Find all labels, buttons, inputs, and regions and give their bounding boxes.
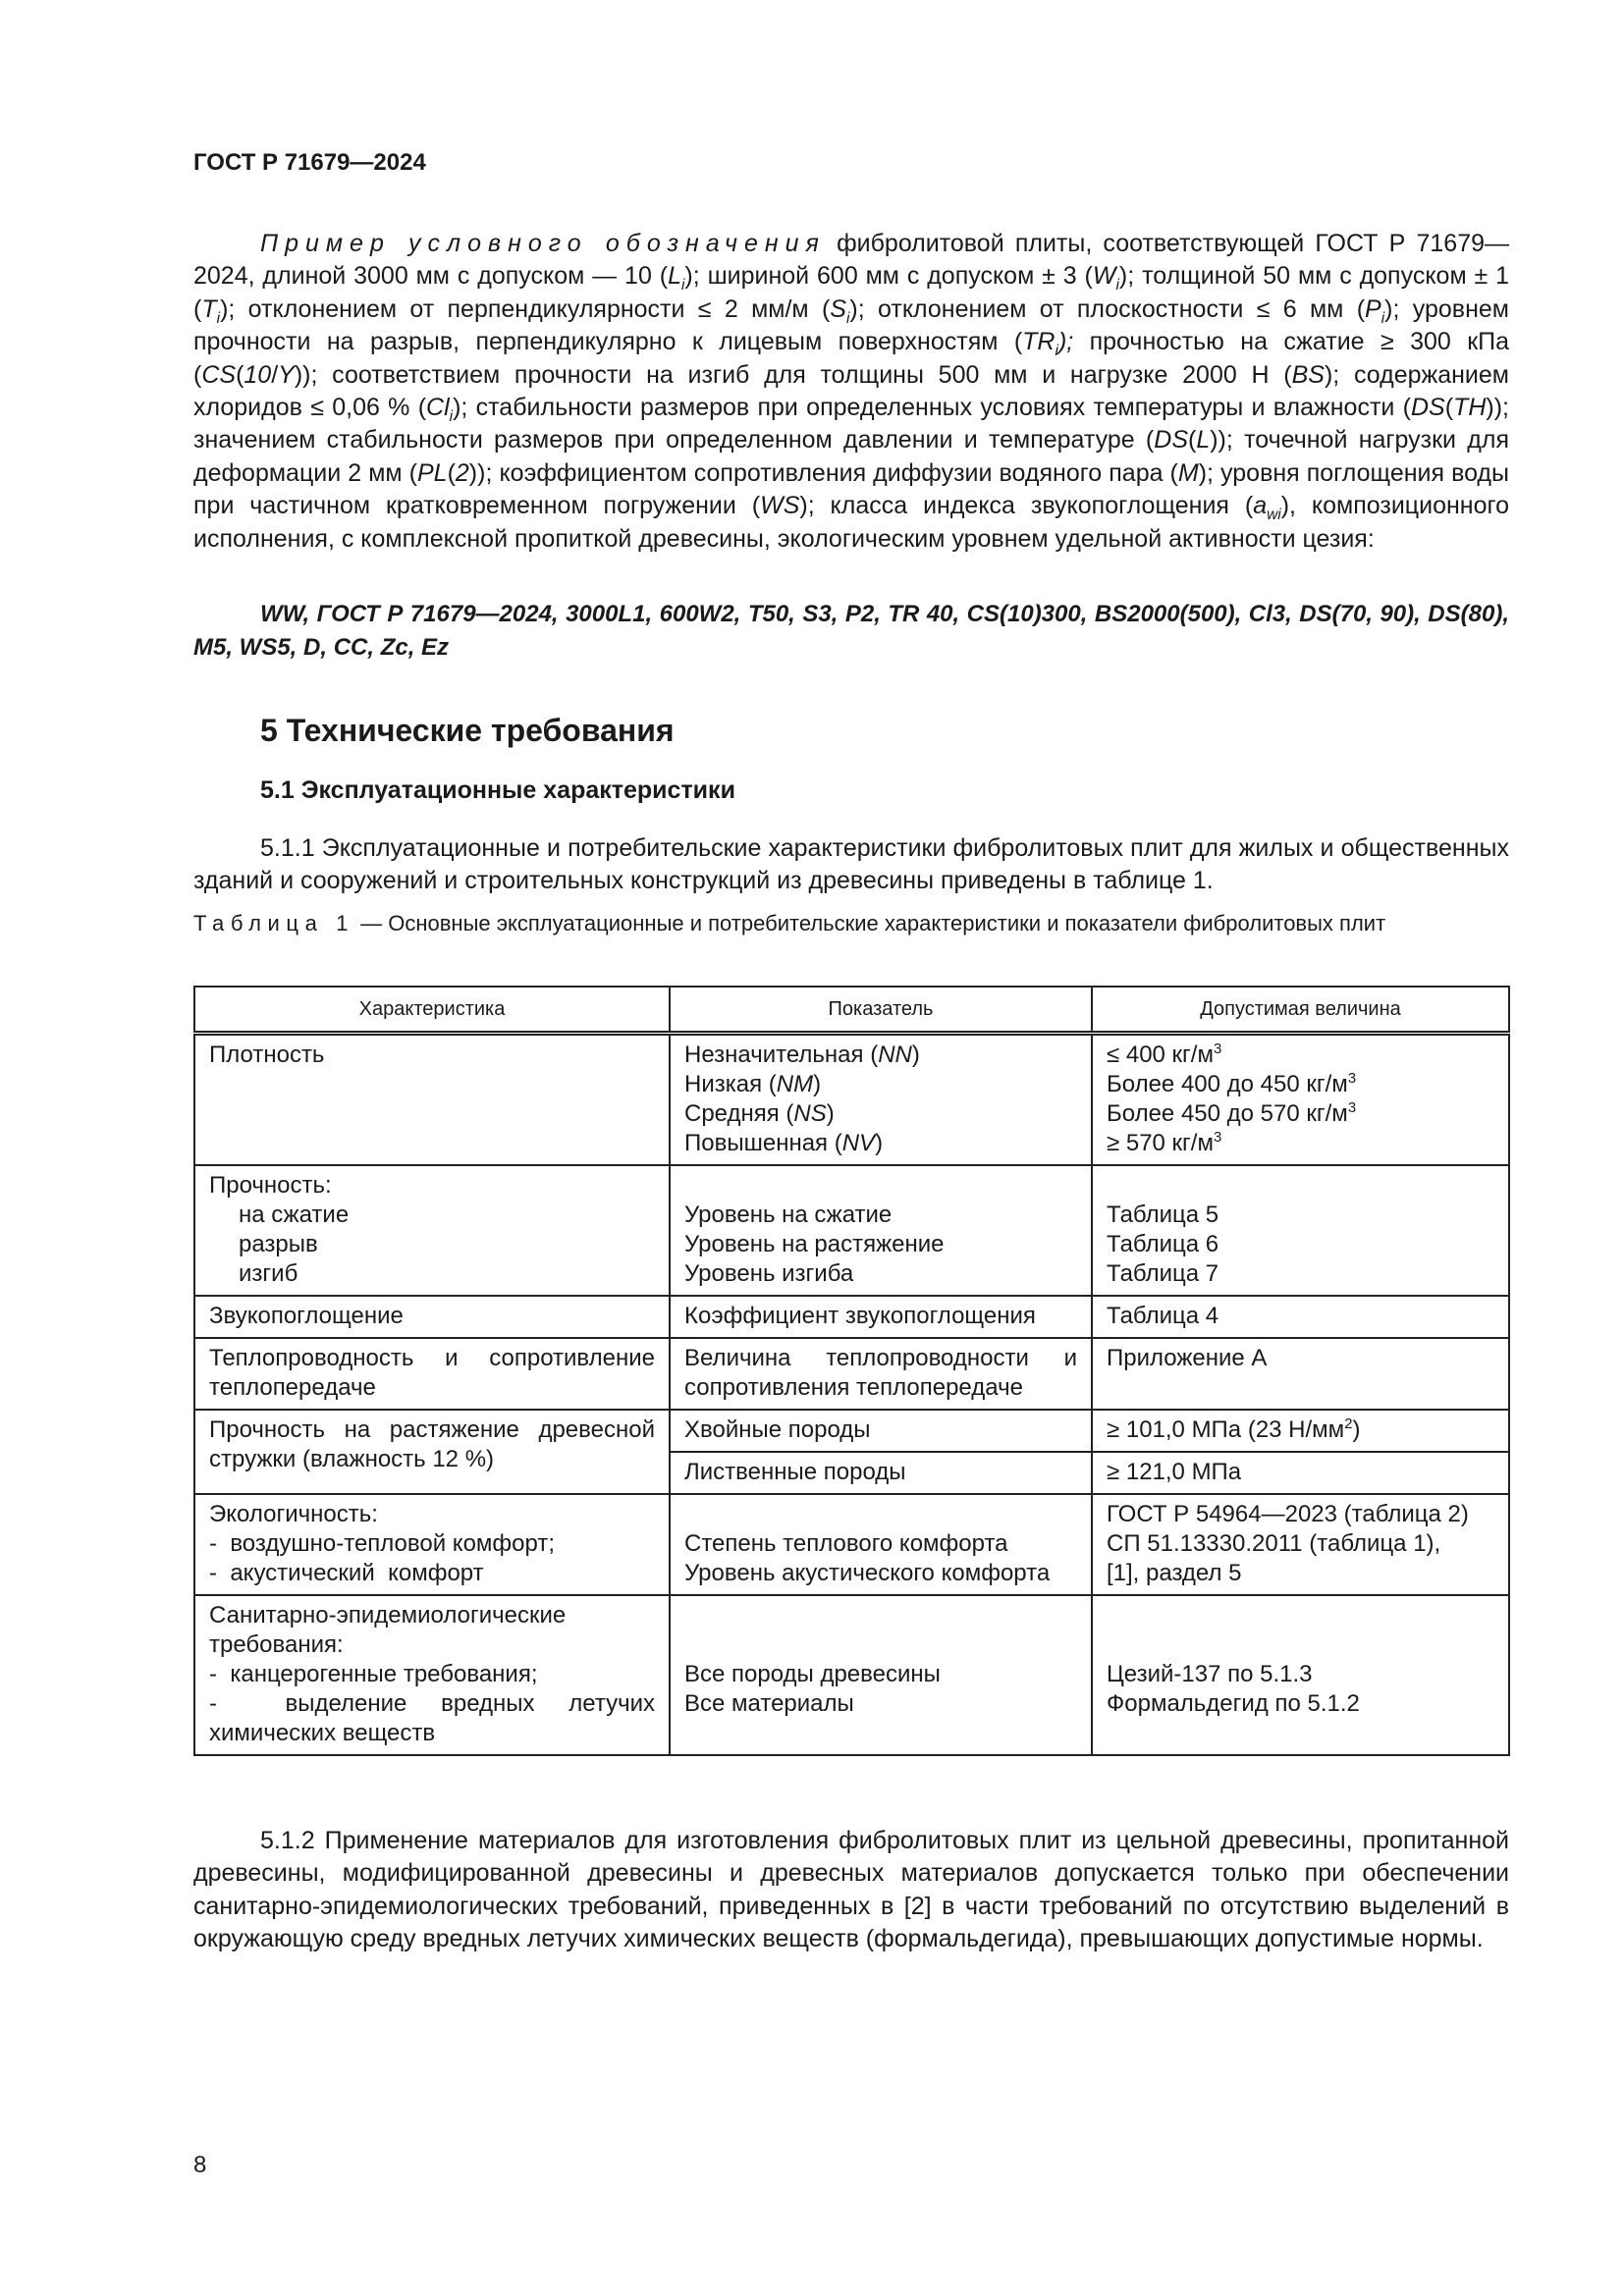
cell-indicator: Коэффициент звукопоглощения <box>670 1296 1092 1338</box>
table-row <box>194 1034 1509 1166</box>
paragraph-5-1-1: 5.1.1 Эксплуатационные и потребительские характеристики фибролитовых плит для жилых и общественных зданий и сооружений и строительных конструкций из древесины приведены в таблице 1. <box>193 834 1509 895</box>
table-row <box>194 1410 1509 1452</box>
table-row <box>194 1494 1509 1595</box>
cell-characteristic: Прочность: на сжатие разрыв изгиб <box>194 1165 670 1296</box>
cell-indicator: Все породы древесины Все материалы <box>670 1595 1092 1755</box>
table-caption <box>193 909 1509 938</box>
cell-value: ГОСТ Р 54964—2023 (таблица 2) СП 51.13330.2011 (таблица 1), [1], раздел 5 <box>1092 1494 1509 1595</box>
header-indicator: Показатель <box>670 987 1092 1034</box>
cell-indicator: Лиственные породы <box>670 1452 1092 1494</box>
header-allowed-value: Допустимая величина <box>1092 987 1509 1034</box>
cell-indicator: Хвойные породы <box>670 1410 1092 1452</box>
cell-characteristic: Экологичность: - воздушно-тепловой комфорт; - акустический комфорт <box>194 1494 670 1595</box>
table-header-row <box>194 987 1509 1034</box>
designation-example-paragraph <box>193 228 1509 556</box>
cell-characteristic: Санитарно-эпидемиологические требования: - канцерогенные требования; - выделение вредных летучих химических веществ <box>194 1595 670 1755</box>
header-characteristic: Характеристика <box>194 987 670 1034</box>
subsection-title: 5.1 Эксплуатационные характеристики <box>260 776 735 804</box>
page-number: 8 <box>193 2152 207 2178</box>
cell-characteristic: Теплопроводность и сопротивление теплопередаче <box>194 1338 670 1410</box>
table-caption-label: Таблица 1 <box>193 911 355 935</box>
cell-value: Приложение А <box>1092 1338 1509 1410</box>
cell-indicator: Уровень на сжатие Уровень на растяжение Уровень изгиба <box>670 1165 1092 1296</box>
cell-indicator: Степень теплового комфорта Уровень акустического комфорта <box>670 1494 1092 1595</box>
designation-code: WW, ГОСТ Р 71679—2024, 3000L1, 600W2, T50, S3, P2, TR 40, CS(10)300, BS2000(500), Cl3, DS(70, 90), DS(80), M5, WS5, D, CC, Zc, Ez <box>193 601 1509 661</box>
table-row <box>194 1595 1509 1755</box>
document-header: ГОСТ Р 71679—2024 <box>193 149 426 176</box>
table-caption-text: — Основные эксплуатационные и потребительские характеристики и показатели фибролитовых плит <box>354 911 1386 935</box>
cell-value: ≥ 121,0 МПа <box>1092 1452 1509 1494</box>
example-body: фибролитовой плиты, соответствующей ГОСТ Р 71679—2024, длиной 3000 мм с допуском — 10 $(L_i)$; шириной 600 мм с допуском ± 3 $(W_i)$; толщиной 50 мм с допуском ± 1 $(T_i)$; отклонением от перпендикулярности ≤ 2 мм/м $(S_i)$; отклонением от плоскостности ≤ 6 мм $(P_i)$; уровнем прочности на разрыв, перпендикулярно к лицевым поверхностям $(TR_i)$; прочностью на сжатие ≥ 300 кПа (CS(10/Y)); соответствием прочности на изгиб для толщины 500 мм и нагрузке 2000 Н (BS); содержанием хлоридов ≤ 0,06 % $(Cl_i)$; стабильности размеров при определенных условиях температуры и влажности (DS(TH)); значением стабильности размеров при определенном давлении и температуре (DS(L)); точечной нагрузки для деформации 2 мм (PL(2)); коэффициентом сопротивления диффузии водяного пара (M); уровня поглощения воды при частичном кратковременном погружении (WS); класса индекса звукопоглощения $(a_{wi})$, композиционного исполнения, с комплексной пропиткой древесины, экологическим уровнем удельной активности цезия: <box>193 230 1510 553</box>
cell-indicator: Незначительная (NN) Низкая (NM) Средняя (NS) Повышенная (NV) <box>670 1034 1092 1166</box>
cell-characteristic: Прочность на растяжение древесной стружки (влажность 12 %) <box>194 1410 670 1494</box>
cell-value: ≥ 101,0 МПа (23 $Н/мм^2$) <box>1092 1410 1509 1452</box>
cell-value: Таблица 4 <box>1092 1296 1509 1338</box>
cell-value: Таблица 5 Таблица 6 Таблица 7 <box>1092 1165 1509 1296</box>
cell-indicator: Величина теплопроводности и сопротивления теплопередаче <box>670 1338 1092 1410</box>
table-row <box>194 1338 1509 1410</box>
example-lead: Пример условного обозначения <box>260 230 826 257</box>
table-row <box>194 1296 1509 1338</box>
characteristics-table <box>193 986 1510 1756</box>
section-title: 5 Технические требования <box>260 713 675 748</box>
cell-characteristic: Звукопоглощение <box>194 1296 670 1338</box>
cell-characteristic: Плотность <box>194 1034 670 1166</box>
cell-value: ≤ 400 $кг/м^3$ Более 400 до 450 $кг/м^3$ Более 450 до 570 $кг/м^3$ ≥ 570 $кг/м^3$ <box>1092 1034 1509 1166</box>
paragraph-5-1-2: 5.1.2 Применение материалов для изготовления фибролитовых плит из цельной древесины, пропитанной древесины, модифицированной древесины и древесных материалов допускается только при обеспечении санитарно-эпидемиологических требований, приведенных в [2] в части требований по отсутствию выделений в окружающую среду вредных летучих химических веществ (формальдегида), превышающих допустимые нормы. <box>193 1827 1509 1953</box>
table-row <box>194 1165 1509 1296</box>
cell-value: Цезий-137 по 5.1.3 Формальдегид по 5.1.2 <box>1092 1595 1509 1755</box>
